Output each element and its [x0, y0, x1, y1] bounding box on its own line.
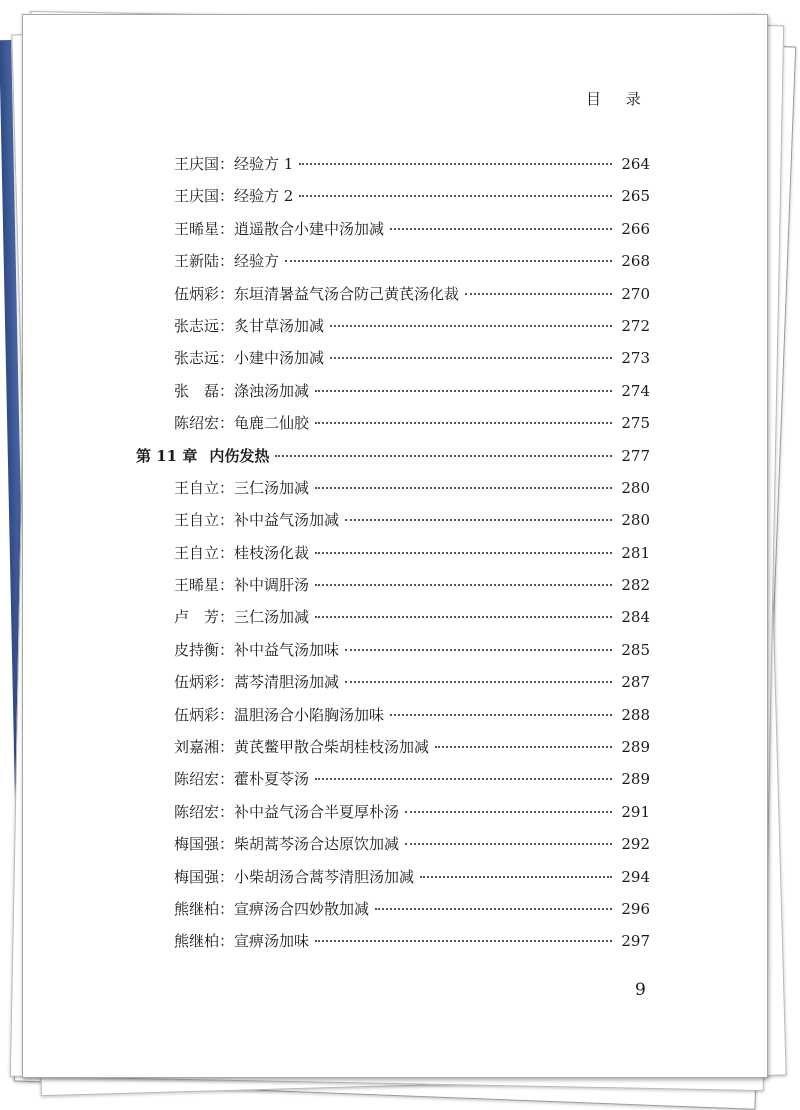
- toc-entry-title: 王晞星：逍遥散合小建中汤加减: [174, 219, 385, 238]
- toc-entry-title: 王晞星：补中调肝汤: [174, 576, 310, 595]
- toc-page-number: 274: [621, 381, 650, 400]
- toc-dot-leader: [315, 390, 612, 392]
- toc-dot-leader: [345, 519, 612, 521]
- toc-entry-title: 梅国强：小柴胡汤合蒿芩清胆汤加减: [174, 867, 415, 886]
- toc-entry-row: [136, 477, 650, 509]
- toc-dot-leader: [390, 228, 612, 230]
- toc-chapter-row: [136, 445, 650, 477]
- toc-page-number: 294: [621, 867, 650, 886]
- toc-dot-leader: [315, 616, 612, 618]
- toc-entry-row: [136, 606, 650, 638]
- toc-entry-title: 王自立：三仁汤加减: [174, 478, 310, 497]
- toc-entry-title: 陈绍宏：藿朴夏苓汤: [174, 770, 310, 789]
- toc-dot-leader: [330, 357, 612, 359]
- toc-dot-leader: [420, 876, 612, 878]
- toc-entry-title: 熊继柏：宣痹汤加味: [174, 932, 310, 951]
- toc-entry-title: 伍炳彩：温胆汤合小陷胸汤加味: [174, 705, 385, 724]
- running-header: 目 录: [586, 90, 651, 108]
- toc-entry-row: [136, 283, 650, 315]
- toc-page-number: 289: [621, 738, 650, 757]
- toc-dot-leader: [275, 455, 612, 457]
- toc-dot-leader: [315, 778, 612, 780]
- toc-entry-row: [136, 930, 650, 962]
- toc-page-number: 265: [621, 187, 650, 206]
- toc-entry-row: [136, 315, 650, 347]
- toc-entry-title: 张志远：炙甘草汤加减: [174, 316, 325, 335]
- toc-entry-title: 王庆国：经验方 1: [174, 155, 294, 173]
- toc-entry-row: [136, 509, 650, 541]
- toc-dot-leader: [315, 422, 612, 424]
- toc-entry-title: 卢 芳：三仁汤加减: [174, 608, 310, 627]
- toc-entry-row: [136, 250, 650, 282]
- toc-page-number: 288: [621, 705, 650, 724]
- toc-page-number: 270: [621, 284, 650, 303]
- toc-entry-row: [136, 153, 650, 185]
- toc-entry-row: [136, 898, 650, 930]
- toc-entry-title: 陈绍宏：龟鹿二仙胶: [174, 414, 310, 433]
- toc-page-number: 292: [621, 835, 650, 854]
- toc-chapter-name: 内伤发热: [209, 446, 270, 465]
- toc-entry-title: 伍炳彩：蒿芩清胆汤加减: [174, 673, 340, 692]
- toc-entry-title: 王新陆：经验方: [174, 252, 280, 271]
- toc-entry-title: 伍炳彩：东垣清暑益气汤合防己黄芪汤化裁: [174, 284, 460, 303]
- toc-entry-row: [136, 218, 650, 250]
- toc-dot-leader: [375, 908, 612, 910]
- toc-dot-leader: [315, 584, 612, 586]
- toc-page-number: 282: [621, 576, 650, 595]
- toc-entry-row: [136, 801, 650, 833]
- toc-entry-row: [136, 574, 650, 606]
- toc-entry-row: [136, 671, 650, 703]
- toc-page-number: 273: [621, 349, 650, 368]
- toc-dot-leader: [315, 940, 612, 942]
- toc-page-number: 296: [621, 899, 650, 918]
- toc-page-number: 289: [621, 770, 650, 789]
- toc-page-number: 268: [621, 252, 650, 271]
- toc-entry-title: 刘嘉湘：黄芪鳖甲散合柴胡桂枝汤加减: [174, 738, 430, 757]
- toc-dot-leader: [465, 293, 612, 295]
- toc-entry-title: 熊继柏：宣痹汤合四妙散加减: [174, 899, 370, 918]
- toc-page-number: 281: [621, 543, 650, 562]
- toc-dot-leader: [285, 260, 612, 262]
- toc-entry-row: [136, 542, 650, 574]
- toc-entry-row: [136, 185, 650, 217]
- toc-page-number: 266: [621, 219, 650, 238]
- toc-entry-title: 王自立：补中益气汤加减: [174, 511, 340, 530]
- toc-dot-leader: [299, 195, 612, 197]
- toc-dot-leader: [390, 714, 612, 716]
- toc-dot-leader: [345, 649, 612, 651]
- toc-entry-title: 张 磊：涤浊汤加减: [174, 381, 310, 400]
- toc-entry-title: 陈绍宏：补中益气汤合半夏厚朴汤: [174, 802, 400, 821]
- toc-entry-row: [136, 412, 650, 444]
- toc-page-number: 272: [621, 316, 650, 335]
- toc-entry-row: [136, 639, 650, 671]
- toc-entry-title: 梅国强：柴胡蒿芩汤合达原饮加减: [174, 835, 400, 854]
- toc-page-number: 264: [621, 155, 650, 173]
- toc-entry-row: [136, 736, 650, 768]
- table-of-contents: [136, 153, 650, 963]
- toc-entry-title: 张志远：小建中汤加减: [174, 349, 325, 368]
- toc-entry-title: 王自立：桂枝汤化裁: [174, 543, 310, 562]
- page-number: 9: [635, 980, 646, 1000]
- toc-page-number: 275: [621, 414, 650, 433]
- toc-page-number: 277: [621, 446, 650, 465]
- toc-dot-leader: [315, 487, 612, 489]
- toc-entry-row: [136, 768, 650, 800]
- toc-dot-leader: [299, 163, 612, 165]
- toc-dot-leader: [315, 552, 612, 554]
- toc-chapter-number: 第 11 章: [136, 446, 198, 465]
- toc-entry-row: [136, 704, 650, 736]
- toc-page-number: 280: [621, 478, 650, 497]
- toc-entry-row: [136, 833, 650, 865]
- toc-page-number: 284: [621, 608, 650, 627]
- toc-dot-leader: [330, 325, 612, 327]
- toc-page-number: 291: [621, 802, 650, 821]
- toc-dot-leader: [405, 843, 612, 845]
- toc-entry-row: [136, 347, 650, 379]
- toc-page-number: 285: [621, 640, 650, 659]
- toc-dot-leader: [345, 681, 612, 683]
- toc-entry-title: 王庆国：经验方 2: [174, 187, 294, 206]
- toc-dot-leader: [405, 811, 612, 813]
- toc-entry-row: [136, 866, 650, 898]
- toc-page-number: 280: [621, 511, 650, 530]
- toc-entry-row: [136, 380, 650, 412]
- toc-page-number: 287: [621, 673, 650, 692]
- toc-entry-title: 皮持衡：补中益气汤加味: [174, 640, 340, 659]
- toc-page-number: 297: [621, 932, 650, 951]
- toc-dot-leader: [435, 746, 612, 748]
- toc-chapter-title: [136, 445, 269, 466]
